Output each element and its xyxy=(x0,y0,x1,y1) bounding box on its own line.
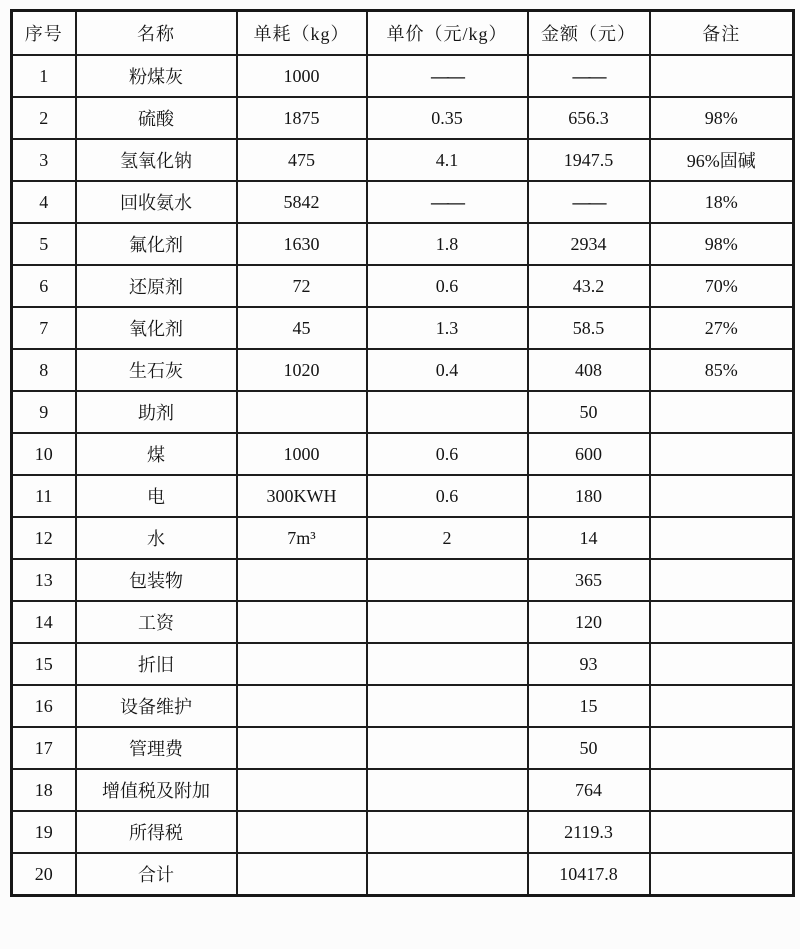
table-cell: 10 xyxy=(12,433,76,475)
table-cell xyxy=(650,517,794,559)
table-head xyxy=(12,11,794,56)
table-cell: 18% xyxy=(650,181,794,223)
table-row xyxy=(12,97,794,139)
table-cell: 10417.8 xyxy=(528,853,650,896)
table-cell: 18 xyxy=(12,769,76,811)
table-cell: 475 xyxy=(237,139,367,181)
table-cell: 5 xyxy=(12,223,76,265)
table-cell: 70% xyxy=(650,265,794,307)
table-cell: 氧化剂 xyxy=(76,307,237,349)
table-cell: 2 xyxy=(12,97,76,139)
table-row xyxy=(12,139,794,181)
table-cell: 50 xyxy=(528,391,650,433)
table-cell: 折旧 xyxy=(76,643,237,685)
table-cell xyxy=(237,643,367,685)
table-cell: 98% xyxy=(650,97,794,139)
table-cell xyxy=(367,391,528,433)
table-cell: 15 xyxy=(528,685,650,727)
table-row xyxy=(12,265,794,307)
table-cell xyxy=(367,601,528,643)
table-cell xyxy=(237,769,367,811)
column-header-5: 备注 xyxy=(650,11,794,56)
table-cell: 7 xyxy=(12,307,76,349)
table-cell: 11 xyxy=(12,475,76,517)
table-cell: 工资 xyxy=(76,601,237,643)
table-cell xyxy=(367,559,528,601)
table-cell: 16 xyxy=(12,685,76,727)
table-cell: 助剂 xyxy=(76,391,237,433)
table-cell: 1.3 xyxy=(367,307,528,349)
table-cell: 粉煤灰 xyxy=(76,55,237,97)
table-cell: 2934 xyxy=(528,223,650,265)
table-cell xyxy=(367,853,528,896)
table-cell xyxy=(237,391,367,433)
table-cell: 0.6 xyxy=(367,475,528,517)
table-cell xyxy=(650,685,794,727)
table-cell: 93 xyxy=(528,643,650,685)
table-row xyxy=(12,181,794,223)
table-cell: 1630 xyxy=(237,223,367,265)
table-cell xyxy=(237,811,367,853)
table-cell: 1875 xyxy=(237,97,367,139)
table-row xyxy=(12,727,794,769)
column-header-1: 名称 xyxy=(76,11,237,56)
table-cell xyxy=(650,601,794,643)
table-row xyxy=(12,349,794,391)
table-cell: 1 xyxy=(12,55,76,97)
table-cell: 656.3 xyxy=(528,97,650,139)
table-row xyxy=(12,769,794,811)
table-header-row xyxy=(12,11,794,56)
table-cell xyxy=(650,769,794,811)
table-cell: —— xyxy=(367,181,528,223)
table-cell: 设备维护 xyxy=(76,685,237,727)
table-cell: 水 xyxy=(76,517,237,559)
table-cell: 9 xyxy=(12,391,76,433)
table-cell: 50 xyxy=(528,727,650,769)
table-row xyxy=(12,223,794,265)
table-cell: 还原剂 xyxy=(76,265,237,307)
table-cell: 13 xyxy=(12,559,76,601)
table-row xyxy=(12,643,794,685)
table-cell xyxy=(650,475,794,517)
table-cell: 20 xyxy=(12,853,76,896)
table-row xyxy=(12,307,794,349)
table-cell xyxy=(650,811,794,853)
table-cell: 19 xyxy=(12,811,76,853)
table-cell: 98% xyxy=(650,223,794,265)
table-cell: 12 xyxy=(12,517,76,559)
table-cell: 8 xyxy=(12,349,76,391)
table-cell: 0.4 xyxy=(367,349,528,391)
table-cell: 氟化剂 xyxy=(76,223,237,265)
column-header-2: 单耗（kg） xyxy=(237,11,367,56)
table-cell: 1020 xyxy=(237,349,367,391)
table-cell: 增值税及附加 xyxy=(76,769,237,811)
table-cell: 3 xyxy=(12,139,76,181)
table-cell: 58.5 xyxy=(528,307,650,349)
table-cell: —— xyxy=(528,181,650,223)
table-cell: 4 xyxy=(12,181,76,223)
table-cell: 管理费 xyxy=(76,727,237,769)
table-cell xyxy=(237,559,367,601)
table-row xyxy=(12,55,794,97)
table-cell: 1000 xyxy=(237,55,367,97)
table-cell: 回收氨水 xyxy=(76,181,237,223)
table-cell xyxy=(367,811,528,853)
table-cell: 5842 xyxy=(237,181,367,223)
table-cell: 600 xyxy=(528,433,650,475)
table-cell xyxy=(237,685,367,727)
table-cell: 45 xyxy=(237,307,367,349)
table-cell xyxy=(237,601,367,643)
table-row xyxy=(12,853,794,896)
table-body xyxy=(12,55,794,896)
table-cell xyxy=(650,391,794,433)
table-row xyxy=(12,433,794,475)
table-cell: 2119.3 xyxy=(528,811,650,853)
table-cell: 96%固碱 xyxy=(650,139,794,181)
table-cell xyxy=(367,643,528,685)
table-cell: 6 xyxy=(12,265,76,307)
table-cell: 365 xyxy=(528,559,650,601)
cost-table xyxy=(10,9,795,897)
table-cell: 煤 xyxy=(76,433,237,475)
table-cell xyxy=(650,727,794,769)
table-cell: 氢氧化钠 xyxy=(76,139,237,181)
table-cell: 300KWH xyxy=(237,475,367,517)
table-cell: 180 xyxy=(528,475,650,517)
table-cell: 所得税 xyxy=(76,811,237,853)
table-cell: 7m³ xyxy=(237,517,367,559)
table-row xyxy=(12,391,794,433)
table-cell: 85% xyxy=(650,349,794,391)
table-row xyxy=(12,685,794,727)
table-cell: 0.6 xyxy=(367,433,528,475)
table-cell: 硫酸 xyxy=(76,97,237,139)
table-cell xyxy=(367,727,528,769)
column-header-4: 金额（元） xyxy=(528,11,650,56)
table-cell xyxy=(237,853,367,896)
table-cell: 生石灰 xyxy=(76,349,237,391)
table-cell: 1.8 xyxy=(367,223,528,265)
table-cell: 120 xyxy=(528,601,650,643)
table-row xyxy=(12,475,794,517)
column-header-0: 序号 xyxy=(12,11,76,56)
table-cell: 1947.5 xyxy=(528,139,650,181)
table-cell: 14 xyxy=(528,517,650,559)
table-cell xyxy=(650,643,794,685)
table-row xyxy=(12,601,794,643)
table-cell: 电 xyxy=(76,475,237,517)
table-cell: 4.1 xyxy=(367,139,528,181)
table-cell: 1000 xyxy=(237,433,367,475)
table-cell: 408 xyxy=(528,349,650,391)
table-row xyxy=(12,811,794,853)
table-cell: 43.2 xyxy=(528,265,650,307)
table-cell xyxy=(650,55,794,97)
table-cell: 合计 xyxy=(76,853,237,896)
table-cell xyxy=(237,727,367,769)
table-cell: 0.35 xyxy=(367,97,528,139)
table-cell: —— xyxy=(528,55,650,97)
column-header-3: 单价（元/kg） xyxy=(367,11,528,56)
table-cell: 764 xyxy=(528,769,650,811)
table-row xyxy=(12,517,794,559)
table-row xyxy=(12,559,794,601)
table-cell xyxy=(650,559,794,601)
table-cell: 72 xyxy=(237,265,367,307)
table-cell xyxy=(650,433,794,475)
table-cell: 0.6 xyxy=(367,265,528,307)
table-cell: —— xyxy=(367,55,528,97)
table-cell: 27% xyxy=(650,307,794,349)
table-cell: 15 xyxy=(12,643,76,685)
table-cell: 2 xyxy=(367,517,528,559)
table-cell: 14 xyxy=(12,601,76,643)
table-cell xyxy=(650,853,794,896)
table-cell: 17 xyxy=(12,727,76,769)
table-cell xyxy=(367,685,528,727)
table-cell: 包装物 xyxy=(76,559,237,601)
table-cell xyxy=(367,769,528,811)
